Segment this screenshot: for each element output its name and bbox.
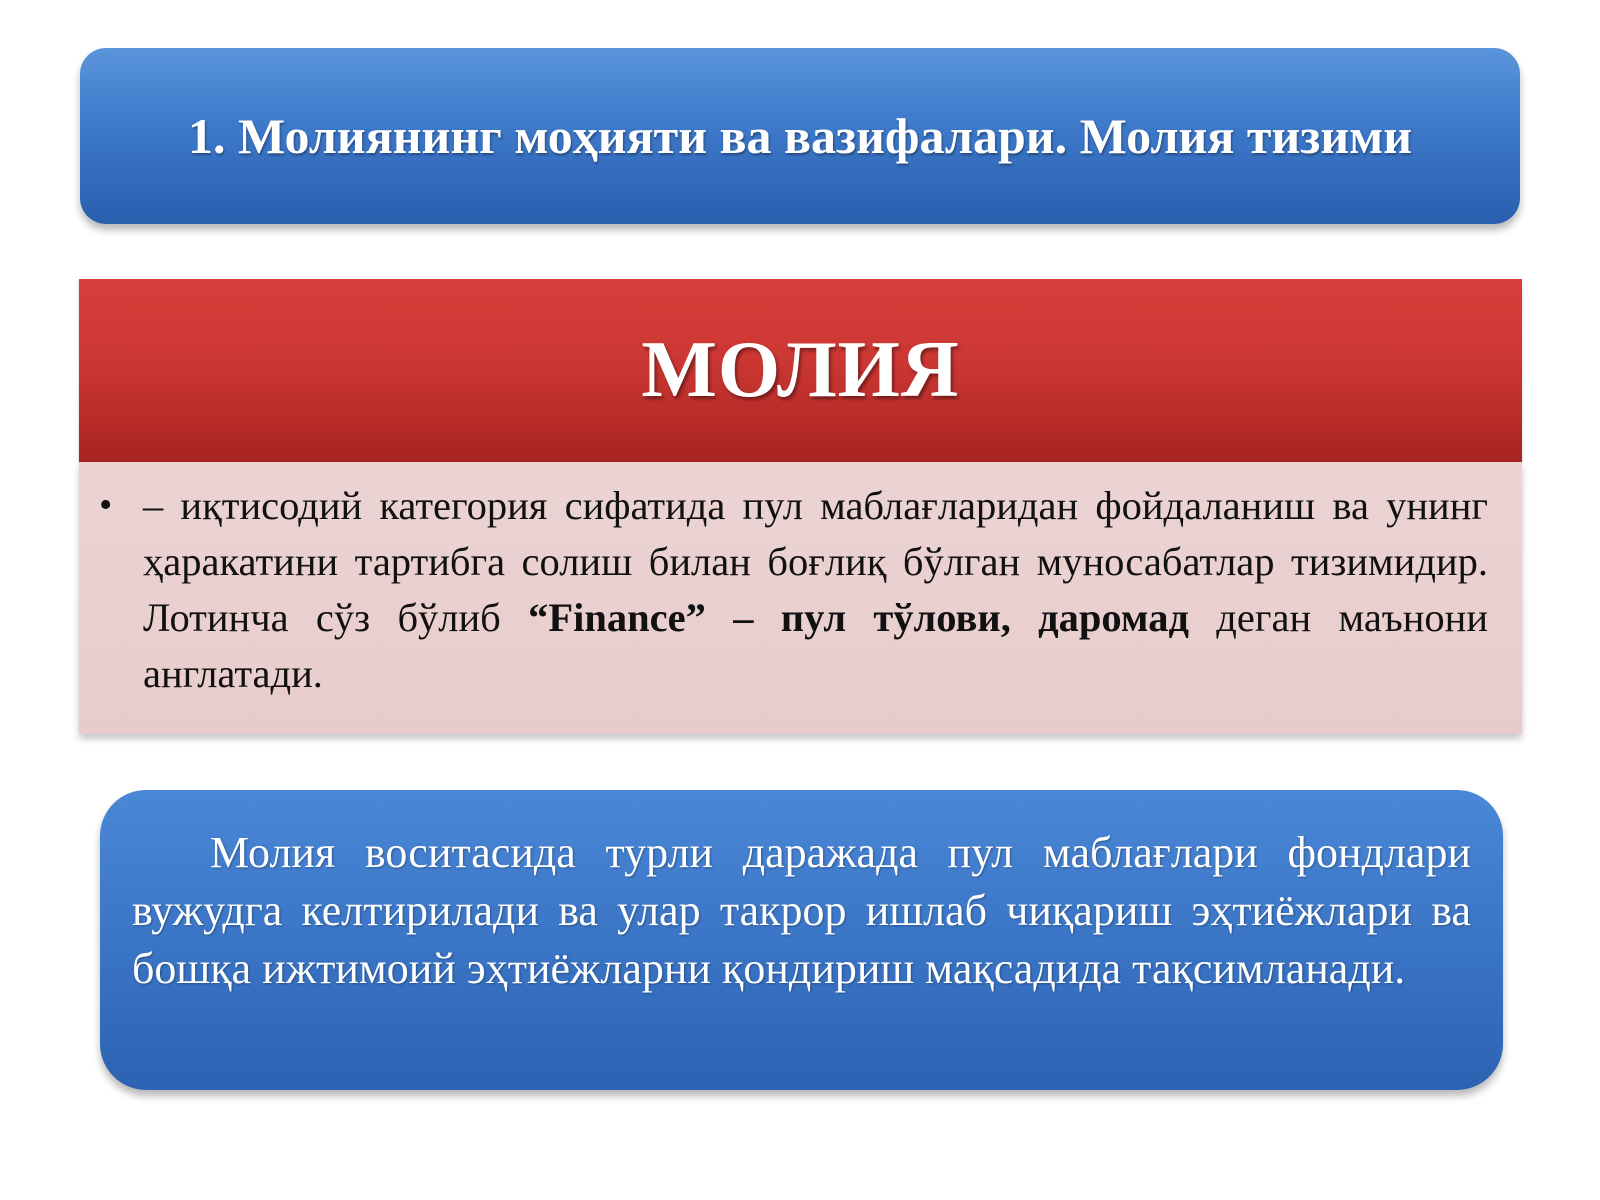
note-text: Молия воситасида турли даражада пул маблағлари фондлари вужудга келтирилади ва улар такрор ишлаб чиқариш эҳтиёжлари ва бошқа ижтимоий эҳтиёжларни қондириш мақсадида тақсимланади. (132, 828, 1471, 993)
slide-title: 1. Молиянинг моҳияти ва вазифалари. Молия тизими (187, 107, 1413, 164)
definition-text-part2: деган маънони англатади. (143, 595, 1489, 696)
bullet-icon: • (99, 484, 113, 526)
definition-body (79, 462, 1522, 734)
slide-title-box (80, 48, 1520, 224)
note-box (100, 790, 1503, 1090)
definition-bold-income: даромад (1038, 595, 1189, 640)
definition-bold-finance: “Finance” – пул тўлови, (528, 595, 1011, 640)
definition-heading: МОЛИЯ (641, 326, 960, 414)
definition-text-part1: – иқтисодий категория сифатида пул маблағларидан фойдаланиш ва унинг ҳаракатини тартибга солиш билан боғлиқ бўлган муносабатлар тизимидир. Лотинча сўз бўлиб (143, 483, 1488, 640)
definition-text-space (1011, 595, 1038, 640)
definition-header (79, 279, 1522, 462)
definition-text (143, 478, 1488, 702)
